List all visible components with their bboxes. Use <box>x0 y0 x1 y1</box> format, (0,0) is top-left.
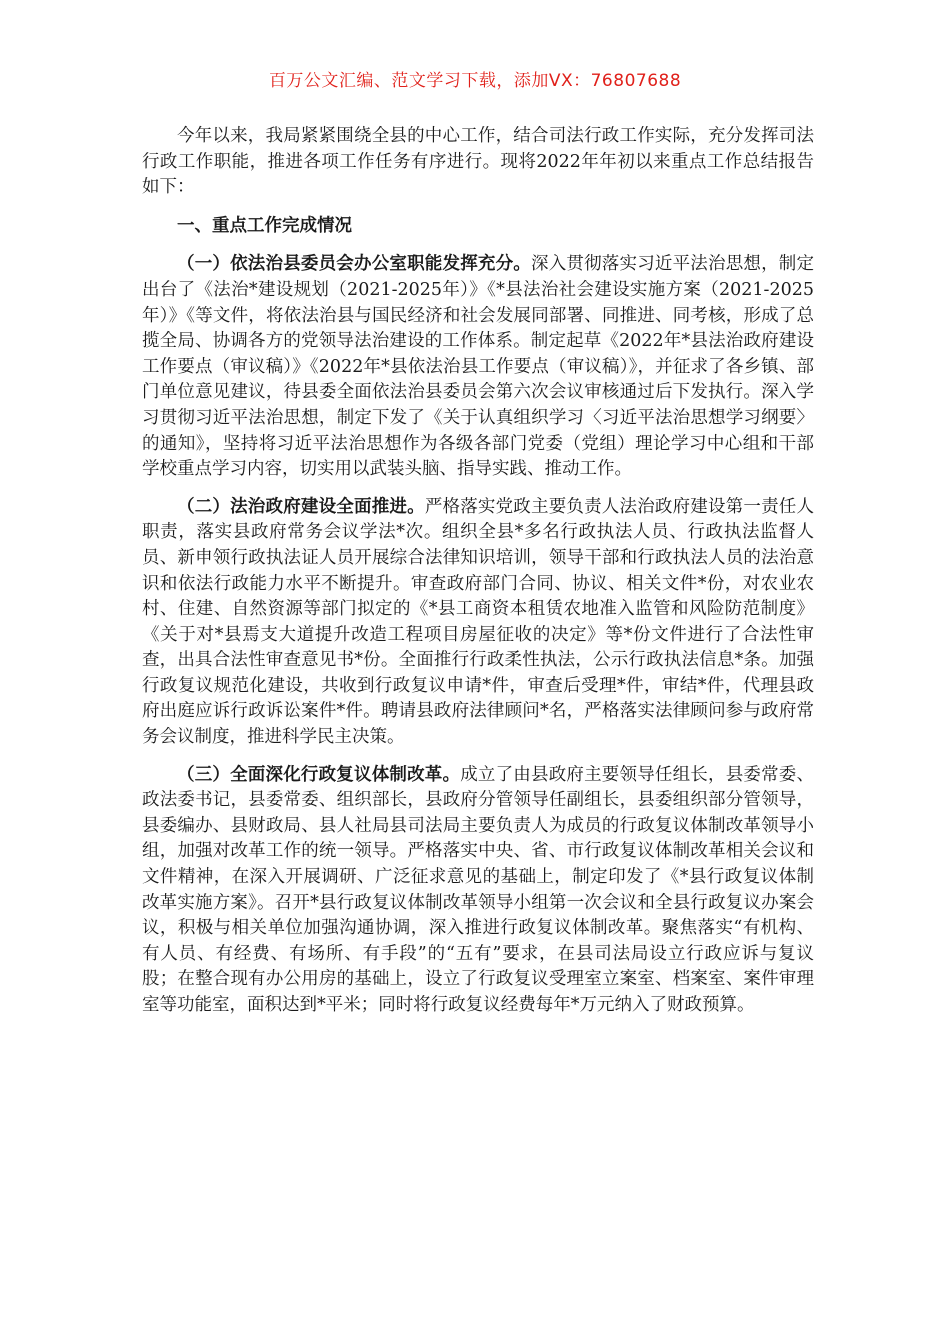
paragraph-1 <box>142 252 814 482</box>
paragraph-2-text: 严格落实党政主要负责人法治政府建设第一责任人职责，落实县政府常务会议学法*次。组织全县*多名行政执法人员、行政执法监督人员、新申领行政执法证人员开展综合法律知识培训，领导干部和行政执法人员的法治意识和依法行政能力水平不断提升。审查政府部门合同、协议、相关文件*份，对农业农村、住建、自然资源等部门拟定的《*县工商资本租赁农地准入监管和风险防范制度》《关于对*县焉支大道提升改造工程项目房屋征收的决定》等*份文件进行了合法性审查，出具合法性审查意见书*份。全面推行行政柔性执法，公示行政执法信息*条。加强行政复议规范化建设，共收到行政复议申请*件，审查后受理*件，审结*件，代理县政府出庭应诉行政诉讼案件*件。聘请县政府法律顾问*名，严格落实法律顾问参与政府常务会议制度，推进科学民主决策。 <box>142 496 815 748</box>
document-body <box>142 124 814 1031</box>
paragraph-1-lead: （一）依法治县委员会办公室职能发挥充分。 <box>177 254 531 275</box>
paragraph-3-lead: （三）全面深化行政复议体制改革。 <box>177 764 461 785</box>
paragraph-3 <box>142 763 814 1019</box>
intro-paragraph: 今年以来，我局紧紧围绕全县的中心工作，结合司法行政工作实际，充分发挥司法行政工作职能，推进各项工作任务有序进行。现将2022年年初以来重点工作总结报告如下： <box>142 126 814 198</box>
watermark-header: 百万公文汇编、范文学习下载，添加VX：76807688 <box>268 71 682 91</box>
paragraph-1-text: 深入贯彻落实习近平法治思想，制定出台了《法治*建设规划（2021-2025年）》《*县法治社会建设实施方案（2021-2025年）》《等文件，将依法治县与国民经济和社会发展同部署、同推进、同考核，形成了总揽全局、协调各方的党领导法治建设的工作体系。制定起草《2022年*县法治政府建设工作要点（审议稿）》《2022年*县依法治县工作要点（审议稿）》，并征求了各乡镇、部门单位意见建议，待县委全面依法治县委员会第六次会议审核通过后下发执行。深入学习贯彻习近平法治思想，制定下发了《关于认真组织学习〈习近平法治思想学习纲要〉的通知》，坚持将习近平法治思想作为各级各部门党委（党组）理论学习中心组和干部学校重点学习内容，切实用以武装头脑、指导实践、推动工作。 <box>142 254 814 480</box>
section-heading: 一、重点工作完成情况 <box>177 215 352 236</box>
paragraph-2-lead: （二）法治政府建设全面推进。 <box>177 496 425 517</box>
paragraph-2 <box>142 495 814 751</box>
paragraph-3-text: 成立了由县政府主要领导任组长，县委常委、政法委书记，县委常委、组织部长，县政府分管领导任副组长，县委组织部分管领导，县委编办、县财政局、县人社局县司法局主要负责人为成员的行政复议体制改革领导小组，加强对改革工作的统一领导。严格落实中央、省、市行政复议体制改革相关会议和文件精神，在深入开展调研、广泛征求意见的基础上，制定印发了《*县行政复议体制改革实施方案》。召开*县行政复议体制改革领导小组第一次会议和全县行政复议办案会议，积极与相关单位加强沟通协调，深入推进行政复议体制改革。聚焦落实“有机构、有人员、有经费、有场所、有手段”的“五有”要求，在县司法局设立行政应诉与复议股；在整合现有办公用房的基础上，设立了行政复议受理室立案室、档案室、案件审理室等功能室，面积达到*平米；同时将行政复议经费每年*万元纳入了财政预算。 <box>142 764 815 1015</box>
